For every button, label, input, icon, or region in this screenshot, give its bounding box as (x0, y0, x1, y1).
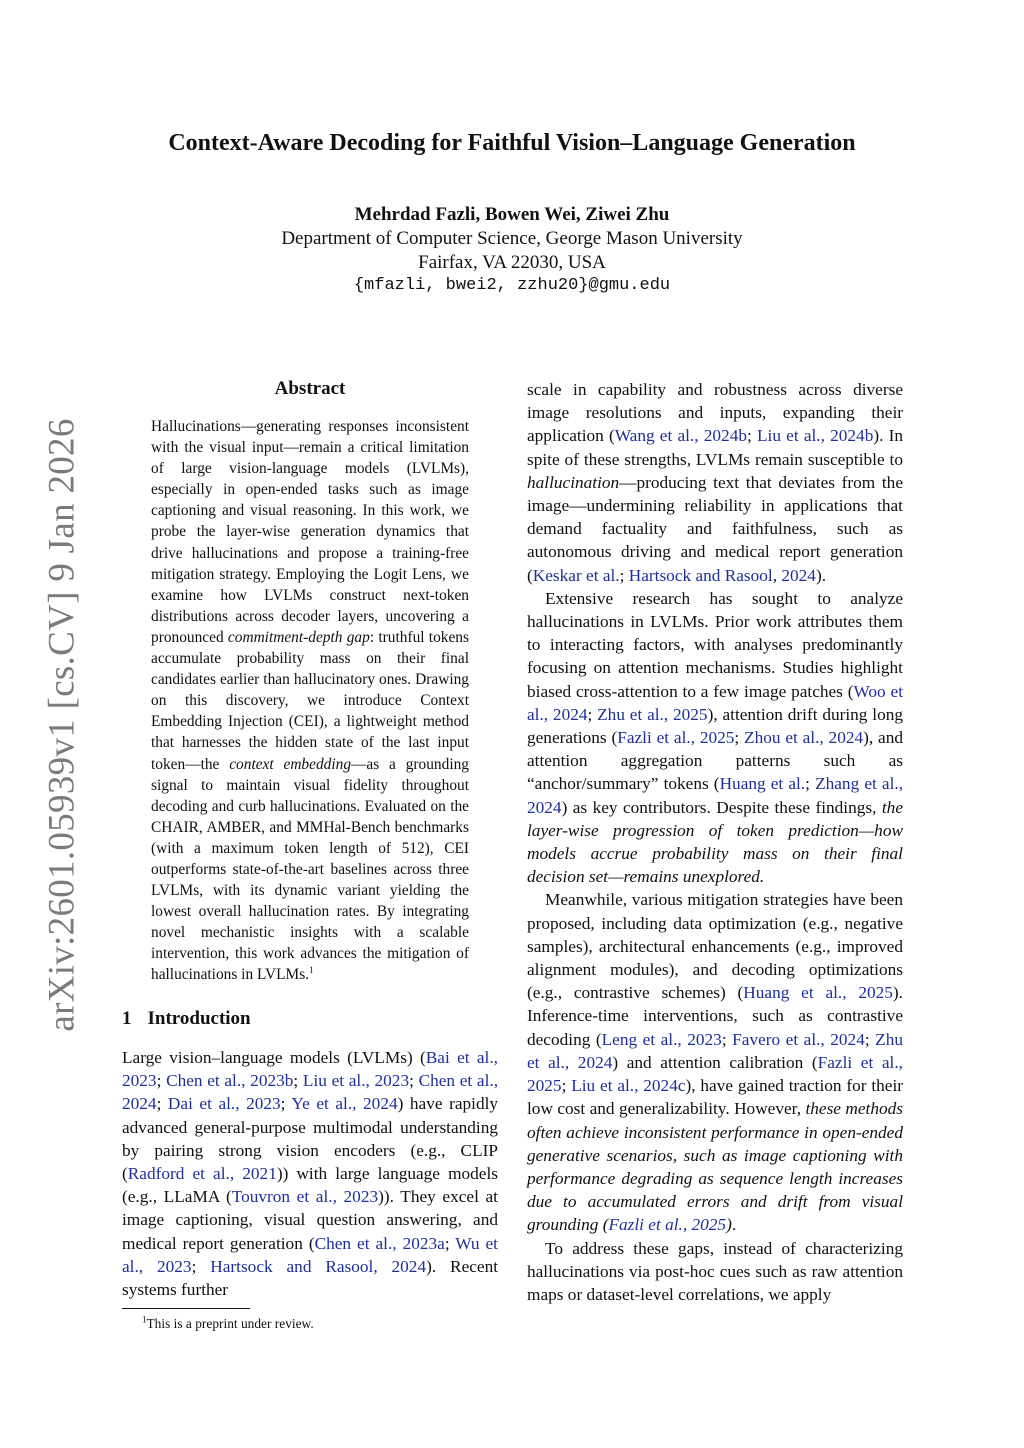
citation-link[interactable]: Fazli et al., 2025 (527, 1052, 903, 1096)
citation-link[interactable]: Zhou et al., 2024 (744, 728, 864, 748)
footnote-marker[interactable]: 1 (309, 965, 314, 976)
body-paragraph: Meanwhile, various mitigation strategies have been proposed, including data optimization (e.g., negative samples), architectural enhancements (e.g., improved alignment modules), and decoding optimizations (e.g., contrastive schemes) (Huang et al., 2025). Inference-time interventions, such as contrastive decoding (Leng et al., 2023; Favero et al., 2024; Zhu et al., 2024) and attention calibration (Fazli et al., 2025; Liu et al., 2024c), have gained traction for their low cost and generalizability. However, these methods often achieve inconsistent performance in open-ended generative scenarios, such as image captioning with performance degrading as sequence length increases due to accumulated errors and drift from visual grounding (Fazli et al., 2025). (527, 890, 904, 1235)
body-paragraph: To address these gaps, instead of characterizing hallucinations via post-hoc cues such as raw attention maps or dataset-level correlations, we apply (527, 1238, 903, 1304)
citation-link[interactable]: Fazli et al., 2025 (608, 1215, 727, 1235)
body-paragraph: scale in capability and robustness across diverse image resolutions and inputs, expanding their application (Wang et al., 2024b; Liu et al., 2024b). In spite of these strengths, LVLMs remain susceptible to hallucination—producing text that deviates from the image—undermining reliability in applications that demand factuality and faithfulness, such as autonomous driving and medical report generation (Keskar et al.; Hartsock and Rasool, 2024). (527, 380, 904, 585)
citation-link[interactable]: Bai et al., 2023 (122, 1048, 498, 1091)
abstract-body: Hallucinations—generating responses inconsistent with the visual input—remain a critical limitation of large vision-language models (LVLMs), especially in open-ended tasks such as image captioning and visual reasoning. In this work, we probe the layer-wise generation dynamics that drive hallucinations and propose a training-free mitigation strategy. Employing the Logit Lens, we examine how LVLMs construct next-token distributions across decoder layers, uncovering a pronounced commitment-depth gap: truthful tokens accumulate probability mass on their final candidates earlier than hallucinatory ones. Drawing on this discovery, we introduce Context Embedding Injection (CEI), a lightweight method that harnesses the hidden state of the last input token—the context embedding—as a grounding signal to maintain visual fidelity throughout decoding and curb hallucinations. Evaluated on the CHAIR, AMBER, and MMHal-Bench benchmarks (with a maximum token length of 512), CEI outperforms state-of-the-art baselines across three LVLMs, with its dynamic variant yielding the lowest overall hallucination rates. By integrating novel mechanistic insights with a scalable intervention, this work advances the mitigation of hallucinations in LVLMs.$^1$ (151, 418, 469, 984)
author-emails: {mfazli, bwei2, zzhu20}@gmu.edu (353, 276, 671, 295)
citation-link[interactable]: Dai et al., 2023 (167, 1094, 281, 1114)
citation-link[interactable]: Chen et al., 2023b (166, 1071, 294, 1091)
footnote: $^1$This is a preprint under review. (142, 1314, 314, 1331)
citation-link[interactable]: Touvron et al., 2023 (231, 1187, 379, 1207)
body-paragraph: Extensive research has sought to analyze hallucinations in LVLMs. Prior work attributes them to interacting factors, with analyses predominantly focusing on attention mechanisms. Studies highlight biased cross-attention to a few image patches (Woo et al., 2024; Zhu et al., 2025), attention drift during long generations (Fazli et al., 2025; Zhou et al., 2024), and attention aggregation patterns such as “anchor/summary” tokens (Huang et al.; Zhang et al., 2024) as key contributors. Despite these findings, the layer-wise progression of token prediction—how models accrue probability mass on their final decision set—remains unexplored. (527, 588, 904, 887)
section-heading-introduction: 1 Introduction (122, 1008, 251, 1029)
citation-link[interactable]: Zhang et al., 2024 (527, 774, 904, 817)
citation-link[interactable]: Zhu et al., 2025 (597, 704, 708, 724)
citation-link[interactable]: Liu et al., 2024c (571, 1076, 686, 1096)
citation-link[interactable]: Ye et al., 2024 (291, 1094, 398, 1114)
citation-link[interactable]: Fazli et al., 2025 (617, 728, 735, 748)
citation-link[interactable]: Favero et al., 2024 (732, 1029, 865, 1049)
citation-link[interactable]: Huang et al., 2025 (743, 983, 893, 1003)
citation-link[interactable]: 2024 (781, 565, 816, 585)
paper-title: Context-Aware Decoding for Faithful Vision–Language Generation (168, 130, 856, 156)
abstract-heading: Abstract (274, 378, 346, 399)
citation-link[interactable]: Radford et al., 2021 (127, 1164, 277, 1184)
citation-link[interactable]: Liu et al., 2023 (302, 1071, 410, 1091)
right-column (527, 378, 903, 1306)
citation-link[interactable]: Woo et al., 2024 (527, 681, 903, 724)
citation-link[interactable]: Leng et al., 2023 (601, 1029, 722, 1049)
citation-link[interactable]: Liu et al., 2024b (756, 426, 874, 446)
citation-link[interactable]: Hartsock and Rasool (628, 565, 773, 585)
author-list: Mehrdad Fazli, Bowen Wei, Ziwei Zhu (354, 204, 670, 225)
citation-link[interactable]: Zhu et al., 2024 (527, 1029, 904, 1072)
citation-link[interactable]: Chen et al., 2024 (122, 1071, 499, 1114)
citation-link[interactable]: Keskar et al. (532, 565, 620, 585)
citation-link[interactable]: Chen et al., 2023a (314, 1233, 445, 1253)
affiliation-location: Fairfax, VA 22030, USA (418, 252, 606, 273)
footnote-divider (122, 1308, 250, 1309)
intro-paragraph: Large vision–language models (LVLMs) (Bai et al., 2023; Chen et al., 2023b; Liu et al., 2023; Chen et al., 2024; Dai et al., 2023; Ye et al., 2024) have rapidly advanced general-purpose multimodal understanding by pairing strong vision encoders (e.g., CLIP (Radford et al., 2021)) with large language models (e.g., LLaMA (Touvron et al., 2023)). They excel at image captioning, visual question answering, and medical report generation (Chen et al., 2023a; Wu et al., 2023; Hartsock and Rasool, 2024). Recent systems further (122, 1048, 499, 1300)
citation-link[interactable]: Wu et al., 2023 (122, 1233, 498, 1276)
affiliation-department: Department of Computer Science, George Mason University (281, 228, 743, 249)
citation-link[interactable]: Huang et al. (719, 774, 806, 794)
arxiv-stamp: arXiv:2601.05939v1 [cs.CV] 9 Jan 2026 (41, 418, 83, 1032)
citation-link[interactable]: Wang et al., 2024b (614, 426, 747, 446)
citation-link[interactable]: Hartsock and Rasool, 2024 (210, 1256, 427, 1276)
